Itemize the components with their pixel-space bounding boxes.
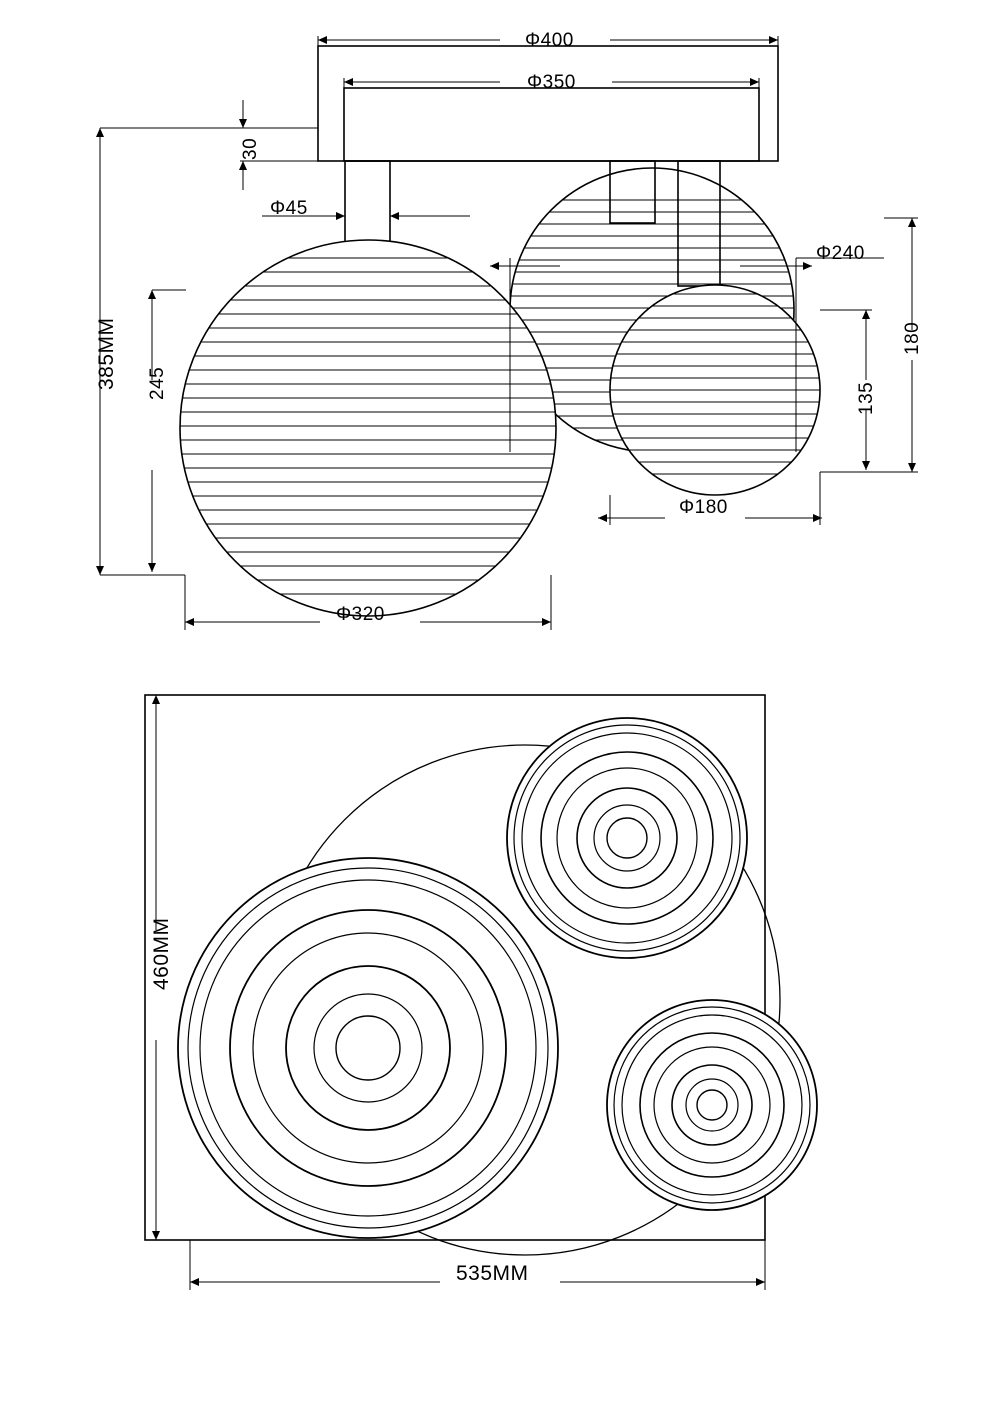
dimension-label-135: 135 <box>856 381 877 415</box>
dimension-label-245: 245 <box>147 366 168 400</box>
dimension-label-phi180: Φ180 <box>679 497 728 518</box>
plan-view-geometry <box>145 695 817 1255</box>
dimension-label-phi240: Φ240 <box>816 243 865 264</box>
front-view-geometry <box>175 46 825 616</box>
dimension-label-535mm: 535MM <box>456 1262 529 1285</box>
dimension-label-385mm: 385MM <box>95 317 118 390</box>
dimension-label-phi45: Φ45 <box>270 198 308 219</box>
dimension-label-phi400: Φ400 <box>525 30 574 51</box>
dimension-label-phi320: Φ320 <box>336 604 385 625</box>
dimension-label-phi350: Φ350 <box>527 72 576 93</box>
dimension-label-460mm: 460MM <box>150 917 173 990</box>
dimension-label-30: 30 <box>240 137 261 160</box>
dimension-label-180-vertical: 180 <box>902 321 923 355</box>
